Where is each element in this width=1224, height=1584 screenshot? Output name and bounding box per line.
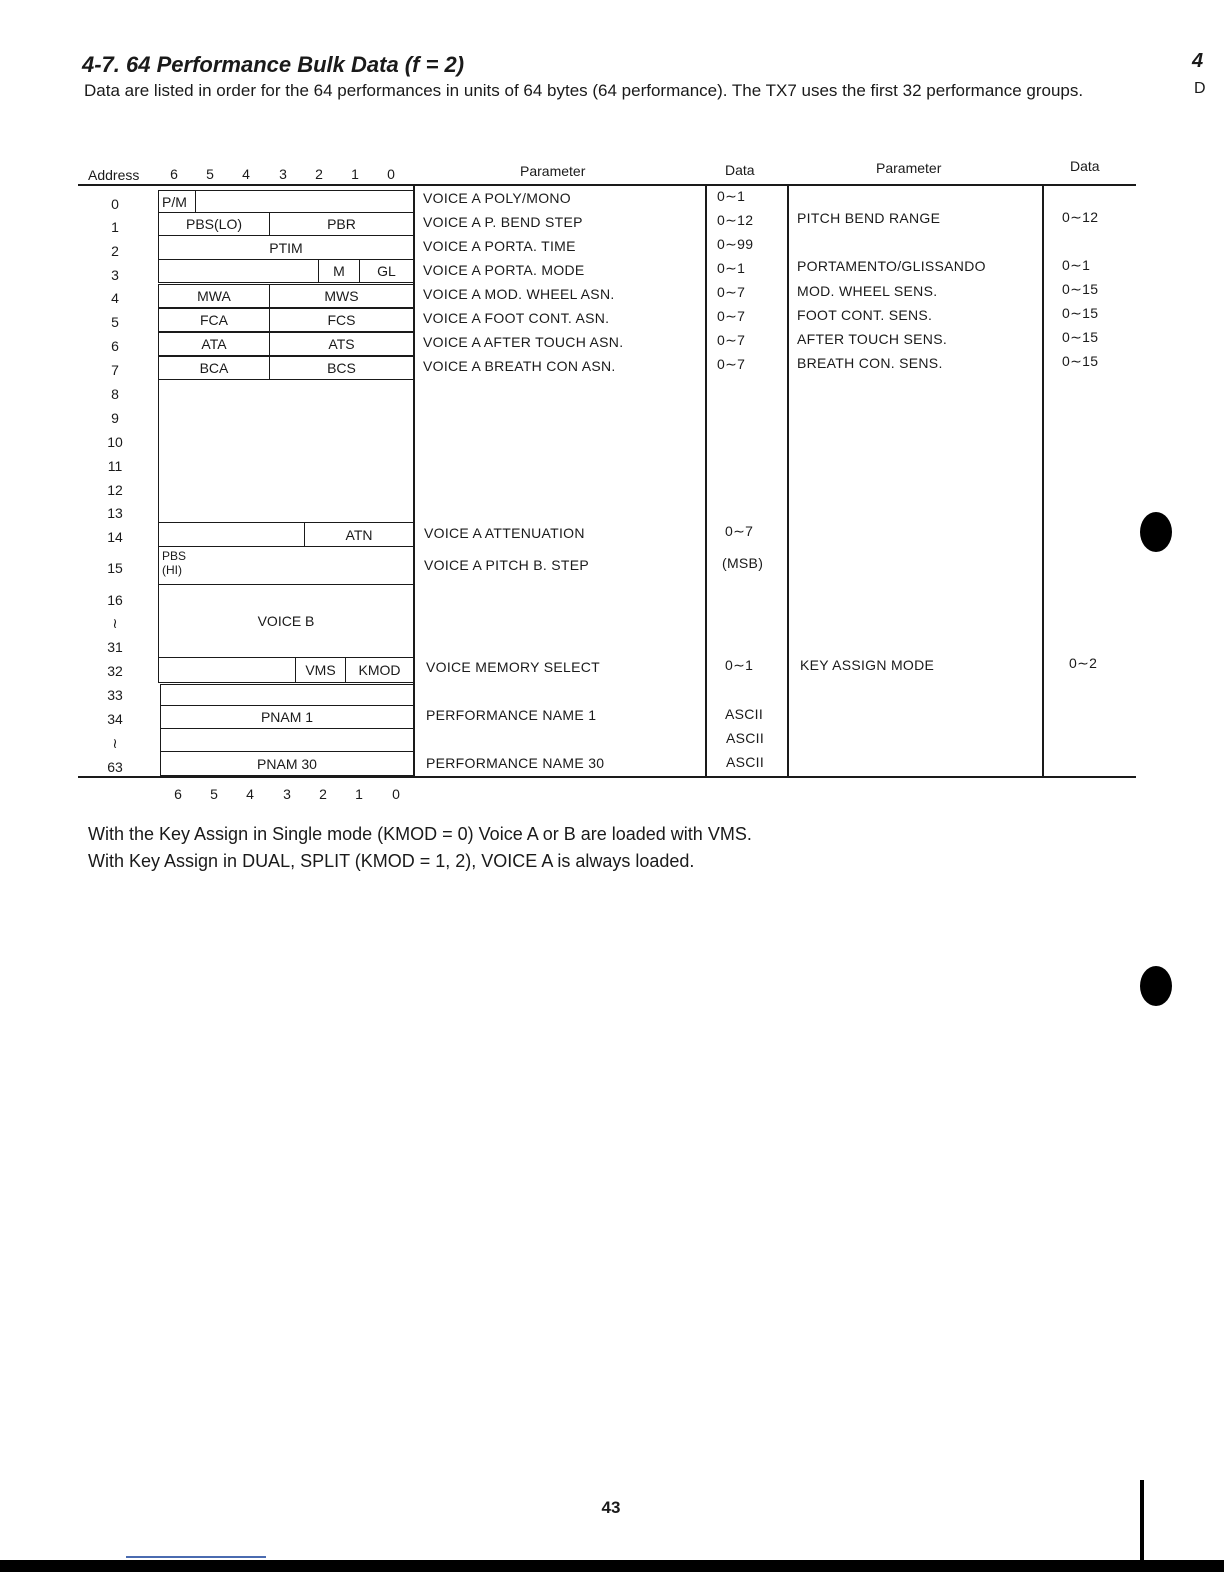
param2-right-rule — [1042, 184, 1044, 776]
param-cell: PERFORMANCE NAME 30 — [426, 755, 605, 771]
param2-cell: FOOT CONT. SENS. — [797, 307, 933, 323]
address-label: 3 — [111, 267, 119, 283]
data-cell: 0∼7 — [717, 284, 746, 300]
address-range-symbol: ≀ — [112, 735, 118, 751]
param-cell: VOICE A BREATH CON ASN. — [423, 358, 616, 374]
reserved-block — [158, 379, 414, 523]
param-cell: VOICE A FOOT CONT. ASN. — [423, 310, 610, 326]
param-cell: VOICE MEMORY SELECT — [426, 659, 601, 675]
data-cell: 0∼7 — [725, 523, 754, 539]
address-label: 13 — [107, 505, 123, 521]
param2-cell: KEY ASSIGN MODE — [800, 657, 935, 673]
data2-cell: 0∼1 — [1062, 257, 1091, 273]
param2-cell: PITCH BEND RANGE — [797, 210, 941, 226]
header-parameter: Parameter — [520, 163, 586, 179]
scan-bottom-bar — [0, 1560, 1224, 1572]
field-pnam30: PNAM 30 — [160, 751, 414, 776]
field-pbs-hi-line1: PBS — [162, 549, 187, 563]
header-data-2: Data — [1070, 158, 1100, 174]
intro-paragraph: Data are listed in order for the 64 performances in units of 64 bytes (64 performance). The TX7 uses the first 32 performance groups. — [84, 81, 1084, 100]
address-label: 34 — [107, 711, 123, 727]
param-cell: VOICE A POLY/MONO — [423, 190, 571, 206]
address-label: 6 — [111, 338, 119, 354]
field-pbs-hi-line2: (HI) — [162, 563, 182, 577]
edge-page-number: 4 — [1192, 50, 1204, 72]
data-cell: (MSB) — [722, 555, 764, 571]
scan-edge-mark — [1140, 1480, 1144, 1560]
bitfield-row-0 — [158, 190, 414, 213]
field-kmod: KMOD — [345, 657, 414, 683]
header-bit-6: 6 — [170, 166, 178, 182]
param-cell: VOICE A MOD. WHEEL ASN. — [423, 286, 615, 302]
field-pnam1: PNAM 1 — [160, 705, 414, 729]
param-cell: VOICE A P. BEND STEP — [423, 214, 583, 230]
data2-cell: 0∼15 — [1062, 305, 1099, 321]
field-ptim: PTIM — [158, 235, 414, 260]
header-bit-0: 0 — [387, 166, 395, 182]
param-cell: VOICE A AFTER TOUCH ASN. — [423, 334, 624, 350]
field-mwa: MWA — [158, 284, 270, 308]
note-line-2: With Key Assign in DUAL, SPLIT (KMOD = 1, 2), VOICE A is always loaded. — [88, 851, 695, 871]
param-cell: PERFORMANCE NAME 1 — [426, 707, 597, 723]
binder-hole-mark — [1140, 512, 1172, 552]
data-cell: 0∼7 — [717, 308, 746, 324]
field-pbs-hi — [158, 546, 414, 585]
address-label: 7 — [111, 362, 119, 378]
footer-bit-0: 0 — [392, 786, 400, 802]
header-parameter-2: Parameter — [876, 160, 942, 176]
param-cell: VOICE A PORTA. MODE — [423, 262, 585, 278]
param2-cell: PORTAMENTO/GLISSANDO — [797, 258, 986, 274]
footer-bit-2: 2 — [319, 786, 327, 802]
data-cell: 0∼1 — [725, 657, 754, 673]
address-label: 16 — [107, 592, 123, 608]
address-label: 31 — [107, 639, 123, 655]
data-cell: 0∼7 — [717, 332, 746, 348]
data-cell: ASCII — [725, 706, 764, 722]
field-atn: ATN — [304, 522, 414, 547]
address-label: 63 — [107, 759, 123, 775]
data2-cell: 0∼12 — [1062, 209, 1099, 225]
header-bit-5: 5 — [206, 166, 214, 182]
address-label: 0 — [111, 196, 119, 212]
field-vms: VMS — [295, 657, 346, 683]
param-cell: VOICE A PORTA. TIME — [423, 238, 576, 254]
footer-bit-6: 6 — [174, 786, 182, 802]
address-label: 12 — [107, 482, 123, 498]
address-label: 15 — [107, 560, 123, 576]
address-label: 11 — [107, 458, 123, 474]
footer-bit-1: 1 — [355, 786, 363, 802]
address-label: 14 — [107, 529, 123, 545]
field-voice-b: VOICE B — [158, 584, 414, 658]
address-label: 8 — [111, 386, 119, 402]
field-fca: FCA — [158, 308, 270, 332]
field-m: M — [318, 259, 360, 283]
section-heading: 4-7. 64 Performance Bulk Data (f = 2) — [82, 52, 465, 77]
address-label: 10 — [107, 434, 123, 450]
page-number: 43 — [601, 1498, 621, 1517]
binder-hole-mark — [1140, 966, 1172, 1006]
field-bca: BCA — [158, 356, 270, 380]
table-top-rule — [78, 184, 1136, 186]
header-bit-1: 1 — [351, 166, 359, 182]
scan-edge-line — [126, 1556, 266, 1558]
data-cell: 0∼7 — [717, 356, 746, 372]
header-bit-2: 2 — [315, 166, 323, 182]
header-address: Address — [88, 167, 140, 183]
address-label: 32 — [107, 663, 123, 679]
data-cell: ASCII — [726, 754, 765, 770]
footer-bit-5: 5 — [210, 786, 218, 802]
address-label: 4 — [111, 290, 119, 306]
field-ats: ATS — [269, 332, 414, 356]
param2-cell: MOD. WHEEL SENS. — [797, 283, 938, 299]
data2-cell: 0∼15 — [1062, 353, 1099, 369]
footer-bit-4: 4 — [246, 786, 254, 802]
address-label: 2 — [111, 243, 119, 259]
header-bit-3: 3 — [279, 166, 287, 182]
data-cell: 0∼99 — [717, 236, 754, 252]
header-bit-4: 4 — [242, 166, 250, 182]
field-ata: ATA — [158, 332, 270, 356]
param-cell: VOICE A PITCH B. STEP — [424, 557, 590, 573]
param-right-rule — [705, 184, 707, 776]
table-bottom-rule — [78, 776, 1136, 778]
bitfield-row-range — [160, 728, 414, 752]
field-pbs-lo: PBS(LO) — [158, 212, 270, 236]
field-fcs: FCS — [269, 308, 414, 332]
data-right-rule — [787, 184, 789, 776]
data-cell: 0∼1 — [717, 188, 746, 204]
edge-letter: D — [1194, 80, 1206, 97]
data-cell: ASCII — [726, 730, 765, 746]
field-bcs: BCS — [269, 356, 414, 380]
data2-cell: 0∼15 — [1062, 281, 1099, 297]
field-mws: MWS — [269, 284, 414, 308]
data2-cell: 0∼2 — [1069, 655, 1098, 671]
address-range-symbol: ≀ — [112, 615, 118, 631]
note-line-1: With the Key Assign in Single mode (KMOD = 0) Voice A or B are loaded with VMS. — [88, 824, 752, 844]
param-cell: VOICE A ATTENUATION — [424, 525, 585, 541]
field-gl: GL — [359, 259, 414, 283]
header-data: Data — [725, 162, 755, 178]
address-label: 1 — [111, 219, 119, 235]
data2-cell: 0∼15 — [1062, 329, 1099, 345]
param2-cell: AFTER TOUCH SENS. — [797, 331, 948, 347]
address-label: 9 — [111, 410, 119, 426]
data-cell: 0∼12 — [717, 212, 754, 228]
bitfield-row-33 — [160, 684, 414, 706]
address-label: 5 — [111, 314, 119, 330]
address-label: 33 — [107, 687, 123, 703]
field-pm: P/M — [158, 190, 196, 213]
data-cell: 0∼1 — [717, 260, 746, 276]
param2-cell: BREATH CON. SENS. — [797, 355, 943, 371]
footer-bit-3: 3 — [283, 786, 291, 802]
field-pbr: PBR — [269, 212, 414, 236]
